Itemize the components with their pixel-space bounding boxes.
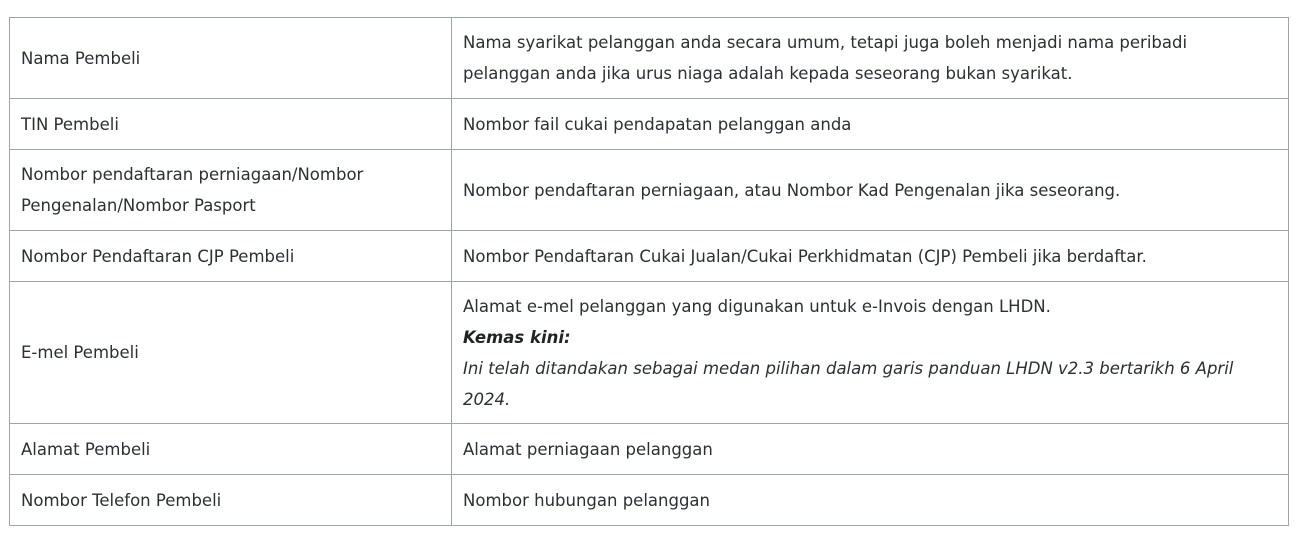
field-description-cell: Nama syarikat pelanggan anda secara umum, tetapi juga boleh menjadi nama peribadi pelanggan anda jika urus niaga adalah kepada seseorang bukan syarikat. [452,18,1289,99]
field-description-text: Alamat e-mel pelanggan yang digunakan untuk e-Invois dengan LHDN. [463,296,1051,316]
table-row [10,18,1289,99]
table-row [10,475,1289,526]
buyer-info-table [9,17,1289,526]
table-row [10,150,1289,231]
update-label: Kemas kini: [463,327,571,347]
table-row [10,231,1289,282]
field-description-cell: Nombor fail cukai pendapatan pelanggan anda [452,99,1289,150]
field-description-cell: Nombor hubungan pelanggan [452,475,1289,526]
field-name-cell: Nombor Pendaftaran CJP Pembeli [10,231,452,282]
field-name-cell: Nombor pendaftaran perniagaan/Nombor Pengenalan/Nombor Pasport [10,150,452,231]
field-name-cell: E-mel Pembeli [10,282,452,424]
field-description-cell: Alamat perniagaan pelanggan [452,424,1289,475]
field-description-cell: Nombor pendaftaran perniagaan, atau Nombor Kad Pengenalan jika seseorang. [452,150,1289,231]
update-note: Ini telah ditandakan sebagai medan pilihan dalam garis panduan LHDN v2.3 bertarikh 6 April 2024. [463,358,1234,409]
field-description-cell: Nombor Pendaftaran Cukai Jualan/Cukai Perkhidmatan (CJP) Pembeli jika berdaftar. [452,231,1289,282]
field-name-cell: Nombor Telefon Pembeli [10,475,452,526]
field-name-cell: TIN Pembeli [10,99,452,150]
field-name-cell: Alamat Pembeli [10,424,452,475]
field-name-cell: Nama Pembeli [10,18,452,99]
table-row [10,424,1289,475]
table-row [10,99,1289,150]
table-row [10,282,1289,424]
field-description-cell [452,282,1289,424]
buyer-info-table-container [9,17,1289,526]
